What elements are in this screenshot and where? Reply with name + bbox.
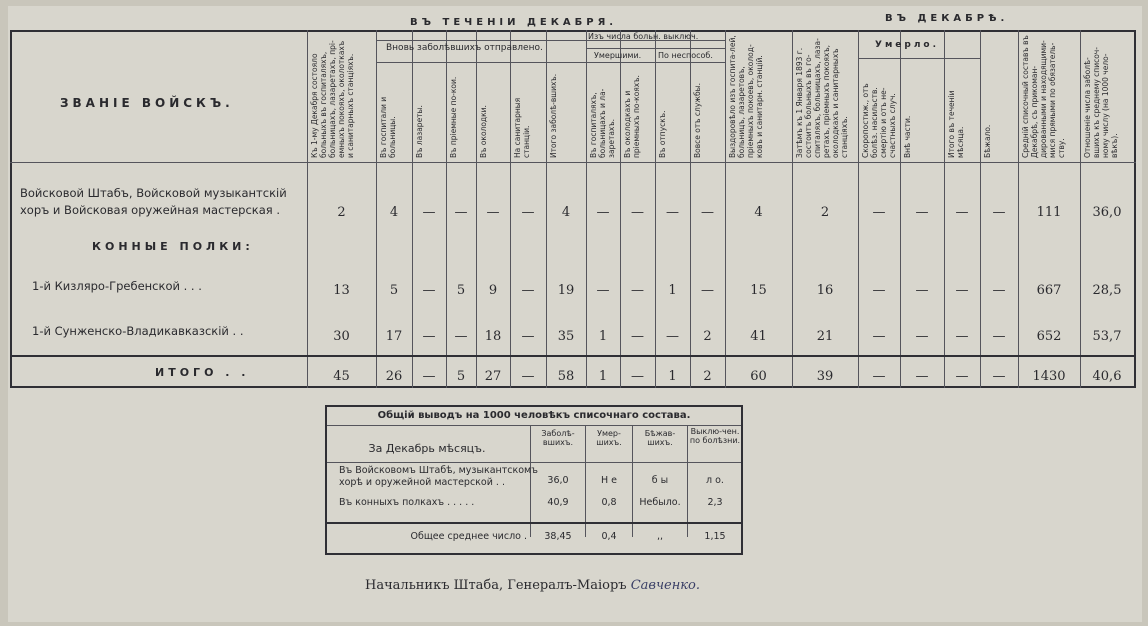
column-header-7: Въ госпиталяхъ, больницахъ и ла-заретахъ. [589,88,616,158]
column-header-5: На санитарныя станціи. [513,97,531,158]
table-cell: — [596,205,610,220]
table-cell: — [666,205,679,220]
table-cell: — [521,329,535,344]
table-cell: 652 [1036,329,1062,344]
summary-col-sick: Заболѣ-вшихъ. [541,429,575,447]
column-header-17: Средній списочный составъ въ Декабрѣ, съ прикоман-дированными и находящими-мися прямыми по обязатель-ству. [1021,35,1066,158]
total-cell: 60 [750,369,767,384]
summary-row-1-label: Въ конныхъ полкахъ . . . . . [339,497,475,508]
table-cell: 19 [557,283,575,298]
table-cell: 5 [389,283,399,298]
column-header-9: Въ отпускъ. [658,110,667,158]
total-cell: 45 [333,369,350,384]
table-cell: 4 [389,205,399,220]
table-cell: — [454,329,468,344]
table-cell: 35 [557,329,575,344]
table-cell: 4 [754,205,763,220]
table-cell: 36,0 [1092,205,1122,220]
summary-row-0-label-2: хорѣ и оружейной мастерской . . [339,477,505,488]
table-cell: — [631,205,644,220]
table-cell: — [454,205,468,220]
summary-row-0-val-3: л о. [706,475,724,486]
column-header-8: Въ околодкахъ и пріемныхъ по-кояхъ. [623,75,641,158]
table-cell: — [992,329,1006,344]
column-header-2: Въ лазареты. [415,105,424,158]
summary-row-1-val-3: 2,3 [707,497,723,508]
summary-avg-label: Общее среднее число . [410,531,527,542]
table-cell: 667 [1036,283,1062,298]
column-header-14: Внѣ части. [903,115,912,158]
table-cell: 13 [333,283,350,298]
summary-row-0-val-1: Н е [600,475,617,486]
total-cell: 1 [668,369,677,384]
table-cell: 21 [816,329,834,344]
december-title: ВЪ ТЕЧЕНІИ ДЕКАБРЯ. [410,17,618,28]
table-cell: 16 [816,283,834,298]
table-cell: 18 [484,329,502,344]
table-cell: — [631,283,644,298]
row-0-label-1: Войсковой Штабъ, Войсковой музыкантскій [20,186,287,200]
table-cell: — [872,205,886,220]
summary-col-fled: Бѣжав-шихъ. [644,429,676,447]
total-cell: — [915,369,929,384]
group-divider [586,62,725,63]
summary-row-0-val-2: б ы [651,475,669,486]
rank-title: ЗВАНІЕ ВОЙСКЪ. [60,96,234,110]
table-cell: — [915,329,929,344]
table-cell: — [872,329,886,344]
table-cell: 53,7 [1092,329,1122,344]
table-cell: — [631,329,644,344]
total-cell: 1 [598,369,608,384]
table-cell: 111 [1036,205,1062,220]
died-total-header: Умерло. [875,40,940,50]
discharged-header: Изъ числа больн. выключ. [588,32,699,41]
column-header-18: Отношеніе числа заболѣ-вшихъ къ среднему списоч-ному числу (на 1000 чело-вѣкъ). [1083,47,1119,158]
total-cell: 58 [557,369,575,384]
table-cell: 5 [456,283,466,298]
newly-sick-sent-header: Вновь заболѣвшихъ отправлено. [386,43,543,53]
total-cell: 40,6 [1092,369,1122,384]
total-label: ИТОГО . . [155,366,250,379]
summary-row-1-val-1: 0,8 [601,497,617,508]
total-cell: — [631,369,644,384]
total-cell: 5 [456,369,466,384]
column-header-13: Скоропостиж., отъ болѣз. насильств. смертію и отъ не-счастныхъ случ. [861,83,897,158]
column-header-4: Въ околодки. [479,105,488,158]
summary-col-excluded: Выклю-чен. по болѣзни. [689,427,741,445]
table-cell: — [992,205,1006,220]
total-cell: — [521,369,535,384]
table-cell: 17 [385,329,403,344]
column-header-12: Затѣмъ къ 1 Января 1893 г. состоитъ больныхъ въ го-спиталяхъ, больницахъ, лаза-ретахъ, пріемныхъ покояхъ, околодкахъ и санитарныхъ станціяхъ. [795,38,849,158]
footer-text: Начальникъ Штаба, Генералъ-Маіоръ [365,578,627,593]
summary-title: Общій выводъ на 1000 человѣкъ списочнаго состава. [377,410,691,421]
table-cell: — [666,329,679,344]
summary-avg-0: 38,45 [544,531,572,542]
column-header-11: Выздоровѣло изъ госпита-лей, больницъ, лазаретовъ, пріемныхъ покоевъ, околод-ковъ и санитарн. станцій. [728,35,764,158]
column-header-16: Бѣжало. [983,124,992,158]
in-december-title: ВЪ ДЕКАБРѢ. [885,13,1009,24]
summary-avg-3: 1,15 [704,531,726,542]
cavalry-section: КОННЫЕ ПОЛКИ: [92,240,254,253]
total-cell: — [872,369,886,384]
table-cell: 28,5 [1092,283,1122,298]
column-header-3: Въ пріемные по-кои. [449,76,458,158]
summary-col-died: Умер-шихъ. [596,429,622,447]
table-cell: — [422,205,436,220]
header-divider [10,162,1136,163]
group-divider [376,62,586,63]
column-header-1: Въ госпитали и больницы. [379,96,397,158]
signature-line [365,578,700,593]
summary-row-1-val-0: 40,9 [547,497,569,508]
total-cell: 26 [385,369,403,384]
incapable-group-header: По неспособ. [658,51,713,60]
total-cell: 2 [703,369,712,384]
table-cell: 15 [750,283,767,298]
summary-row-1-val-2: Небыло. [639,497,681,508]
column-header-15: Итого въ теченіи мѣсяца. [947,90,965,158]
died-group-header: Умершими. [594,51,642,60]
table-cell: — [955,329,969,344]
table-cell: 1 [668,283,677,298]
table-cell: — [701,205,714,220]
total-cell: 27 [484,369,502,384]
table-cell: 41 [750,329,767,344]
column-header-0: Къ 1-му Декабря состояло больныхъ въ госпиталяхъ, больницахъ, лазаретахъ, прі-емныхъ покояхъ, околоткахъ и санитарныхъ станціяхъ. [310,40,355,158]
table-cell: 2 [337,205,346,220]
summary-row-0-val-0: 36,0 [547,475,569,486]
table-cell: — [486,205,500,220]
table-cell: 4 [561,205,571,220]
table-cell: 1 [598,329,608,344]
table-cell: — [955,283,969,298]
table-cell: — [521,205,535,220]
table-cell: 9 [488,283,498,298]
column-header-6: Итого заболѣ-вшихъ. [549,73,558,158]
group-divider [586,48,725,49]
row-1-label: 1-й Кизляро-Гребенской . . . [32,279,202,293]
column-header-10: Вовсе отъ службы. [693,83,702,158]
row-0-label-2: хоръ и Войсковая оружейная мастерская . [20,203,281,217]
table-cell: — [422,283,436,298]
table-cell: — [915,205,929,220]
table-cell: 2 [820,205,830,220]
table-cell: 2 [703,329,712,344]
summary-row-0-label-1: Въ Войсковомъ Штабѣ, музыкантскомъ [339,465,538,476]
total-divider [10,355,1136,357]
table-cell: — [521,283,535,298]
table-cell: — [915,283,929,298]
group-divider [858,58,980,59]
table-cell: — [422,329,436,344]
summary-avg-2: ,, [656,531,664,542]
summary-avg-1: 0,4 [601,531,617,542]
signature: Савченко. [630,578,701,593]
table-cell: — [992,283,1006,298]
table-cell: — [701,283,714,298]
total-cell: — [955,369,969,384]
table-cell: — [872,283,886,298]
total-cell: 39 [816,369,834,384]
table-cell: 30 [333,329,350,344]
table-cell: — [596,283,610,298]
summary-period: За Декабрь мѣсяцъ. [368,442,486,455]
total-cell: — [422,369,436,384]
total-cell: — [992,369,1006,384]
table-cell: — [955,205,969,220]
total-cell: 1430 [1032,369,1066,384]
summary-table [325,405,743,555]
row-2-label: 1-й Сунженско-Владикавказскій . . [32,324,244,338]
